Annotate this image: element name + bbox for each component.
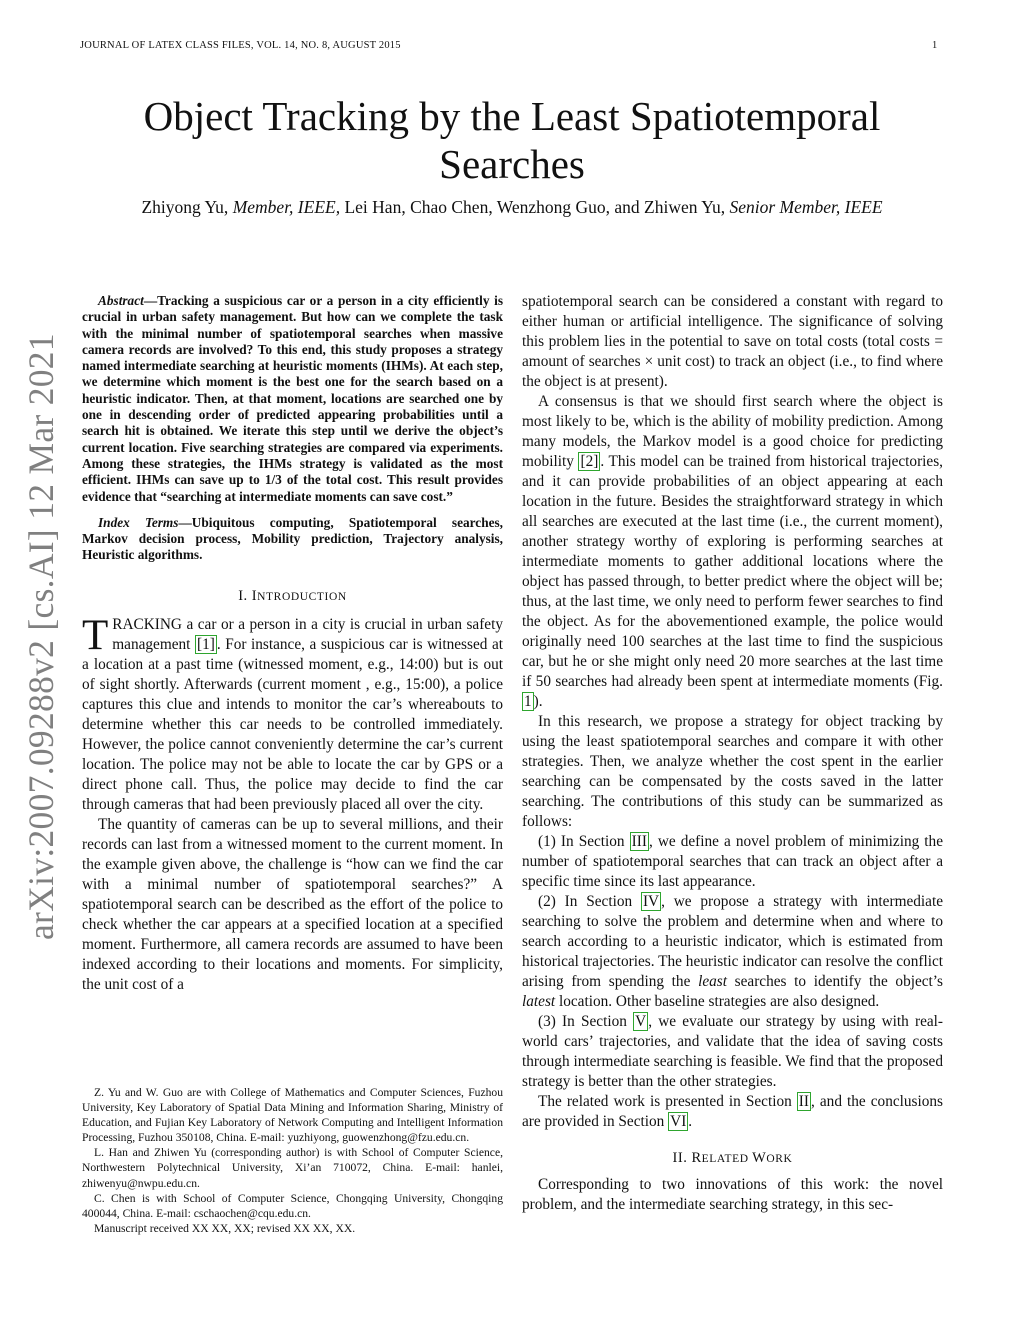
author-1-role: Member, IEEE, [232, 197, 341, 217]
abstract-text: —Tracking a suspicious car or a person in a city efficiently is crucial in urban safety management. But how can we complete the task with the minimal number of spatiotemporal searches when massive camera records are involved? To this end, this study proposes a strategy named intermediate searching at heuristic moments (IHMs). At each step, we determine which moment is the best one for the search based on a heuristic indicator. Then, at that moment, locations are searched one by one in descending order of predicted appearing probabilities until a search hit is obtained. We iterate this step until we derive the object’s current location. Five searching strategies are compared via experiments. Among these strategies, the IHMs strategy is validated as the most efficient. IHMs can save up to 1/3 of the total cost. This result provides evidence that “searching at intermediate moments can save cost.” [82, 293, 503, 504]
page-number: 1 [932, 40, 938, 51]
author-list [60, 197, 964, 218]
footnote: C. Chen is with School of Computer Science, Chongqing University, Chongqing 400044, China. E-mail: cschaochen@cqu.edu.cn. [82, 1191, 503, 1220]
footnote: L. Han and Zhiwen Yu (corresponding author) is with School of Computer Science, Northwestern Polytechnical University, Xi’an 710072, China. E-mail: hanlei, zhiwenyu@nwpu.edu.cn. [82, 1146, 503, 1190]
figure-link[interactable]: 1 [524, 693, 532, 710]
intro-paragraph-1 [82, 611, 503, 815]
section-number: II. [672, 1150, 692, 1166]
p4-text-a: The related work is presented in Section [538, 1093, 797, 1110]
index-terms-label: Index Terms [98, 514, 179, 530]
section-number: I. [238, 587, 252, 604]
intro-paragraph-2: The quantity of cameras can be up to several millions, and their records can last from a witnessed moment to the current moment. In the example given above, the challenge is “how can we find the car with a minimal number of spatiotemporal searches?” A spatiotemporal search can be described as the effort of the police to check whether the car appears at a specified location at a specified moment. Furthermore, all camera records are assumed to have been indexed according to their locations and moments. For simplicity, the unit cost of a [82, 815, 503, 993]
emphasis-latest: latest [522, 993, 556, 1010]
footnote: Z. Yu and W. Guo are with College of Mathematics and Computer Sciences, Fuzhou University, Key Laboratory of Spatial Data Mining and Information Sharing, Ministry of Education, and Fujian Key Laboratory of Network Computing and Intelligent Information Processing, Fuzhou 350108, China. E-mail: yuzhiyong, guowenzhong@fzu.edu.cn. [82, 1086, 503, 1145]
right-paragraph-4 [522, 1092, 943, 1132]
right-paragraph-2 [522, 392, 943, 712]
p2-text-b: . This model can be trained from historical trajectories, and it can provide probabilities of an object appearing at each location in the future. Besides the straightforward strategy in which all searches are executed at the last time (i.e., the current moment), another strategy worthy of exploring is performing searches at intermediate moments to gather additional locations where the object has passed through, to better predict where the object will be; thus, at the last time, we only need to perform fewer searches to find the object. As for the abovementioned example, the police would originally need 100 searches at the last time to find the suspicious car, but he or she might only need 20 more searches at the last time if 50 searches had already been spent at intermediate moments (Fig. [522, 453, 943, 690]
c1-text-b: , we define a novel problem of minimizing the number of spatiotemporal searches that can track an object after a specific time since its last appearance. [522, 833, 943, 890]
right-paragraph-1: spatiotemporal search can be considered a constant with regard to either human or artificial intelligence. The significance of solving this problem lies in the potential to save on total costs (total costs = amount of searches × unit cost) to track an object (i.e., to find where the object is at present). [522, 293, 943, 390]
section-link[interactable]: V [635, 1013, 647, 1030]
c2-text-b: , we propose a strategy with intermediate searching to solve the problem and determine when and where to search according to a heuristic indicator, which is estimated from historical trajectories. The heuristic indicator can resolve the conflict arising from spending the [522, 893, 943, 990]
index-terms-text: —Ubiquitous computing, Spatiotemporal searches, Markov decision process, Mobility prediction, Trajectory analysis, Heuristic algorithms. [82, 514, 503, 563]
related-work-paragraph: Corresponding to two innovations of this work: the novel problem, and the intermediate searching strategy, in this sec- [522, 1176, 943, 1213]
section-title-rest: ELATED [701, 1153, 753, 1165]
section-link[interactable]: III [631, 833, 647, 850]
c3-text-a: (3) In Section [538, 1013, 634, 1030]
contribution-1 [522, 832, 943, 892]
abstract-label: Abstract [98, 293, 144, 308]
contribution-2 [522, 892, 943, 1012]
section-title-rest: ORK [766, 1153, 793, 1165]
arxiv-identifier: arXiv:2007.09288v2 [cs.AI] 12 Mar 2021 [21, 333, 61, 940]
author-1: Zhiyong Yu, [141, 197, 233, 217]
contribution-3 [522, 1012, 943, 1092]
citation-link[interactable]: [1] [196, 635, 215, 653]
right-paragraph-3: In this research, we propose a strategy for object tracking by using the least spatiotemporal searches and compare it with other strategies. Then, we analyze whether the cost spent in the earlier searching can be compensated by the costs saved in the latter searching. The contributions of this study can be summarized as follows: [522, 713, 943, 830]
intro-p1-text-a: RACKING a car or a person in a city is crucial in urban safety management [112, 615, 503, 653]
section-title-rest: NTRODUCTION [257, 590, 347, 603]
intro-p1-text-b: . For instance, a suspicious car is witnessed at a location at a past time (witnessed moment, e.g., 14:00) but is out of sight shortly. Afterwards (current moment , e.g., 15:00), a police captures this clue and intends to monitor the car’s whereabouts to determine whether this car needs to be controlled immediately. However, the police cannot conveniently determine the car’s current location. The police may not be able to locate the car by GPS or a direct phone call. Thus, the police may decide to find the car through cameras that had been previously placed all over the city. [82, 635, 503, 813]
c2-text-c: searches to identify the object’s [726, 973, 944, 990]
running-header: JOURNAL OF LATEX CLASS FILES, VOL. 14, NO. 8, AUGUST 2015 [80, 40, 401, 51]
section-heading-related-work [522, 1150, 943, 1167]
c1-text-a: (1) In Section [538, 833, 630, 850]
footnotes [82, 1085, 503, 1236]
paper-title: Object Tracking by the Least Spatiotemporal Searches [143, 93, 881, 187]
c2-text-d: location. Other baseline strategies are also designed. [555, 993, 880, 1010]
p2-text-c: ). [533, 693, 543, 710]
section-link[interactable]: VI [670, 1113, 687, 1130]
author-last-role: Senior Member, IEEE [729, 197, 883, 217]
index-terms [82, 515, 503, 564]
section-link[interactable]: II [798, 1093, 809, 1110]
p4-text-b: , and the conclusions are provided in Section [522, 1093, 943, 1130]
left-column [82, 293, 503, 995]
section-link[interactable]: IV [642, 893, 660, 910]
drop-cap: T [82, 611, 109, 659]
abstract [82, 293, 503, 505]
other-authors: Lei Han, Chao Chen, Wenzhong Guo, and Zhiwen Yu, [340, 197, 730, 217]
c2-text-a: (2) In Section [538, 893, 641, 910]
c3-text-b: , we evaluate our strategy by using with real-world cars’ trajectories, and validate that the idea of saving costs through intermediate searching is feasible. We find that the proposed strategy is better than the other strategies. [522, 1013, 944, 1090]
section-cap: I [251, 587, 258, 604]
section-heading-introduction [82, 588, 503, 605]
right-column [522, 292, 943, 1215]
p2-text-a: A consensus is that we should first search where the object is most likely to be, which is the ability of mobility prediction. Among many models, the Markov model is a good choice for predicting mobility [522, 393, 943, 470]
p4-text-c: . [688, 1113, 693, 1130]
section-cap: W [752, 1150, 767, 1166]
emphasis-least: least [698, 973, 727, 990]
footnote: Manuscript received XX XX, XX; revised XX XX, XX. [94, 1221, 356, 1235]
section-cap: R [691, 1150, 702, 1166]
citation-link[interactable]: [2] [580, 453, 599, 470]
